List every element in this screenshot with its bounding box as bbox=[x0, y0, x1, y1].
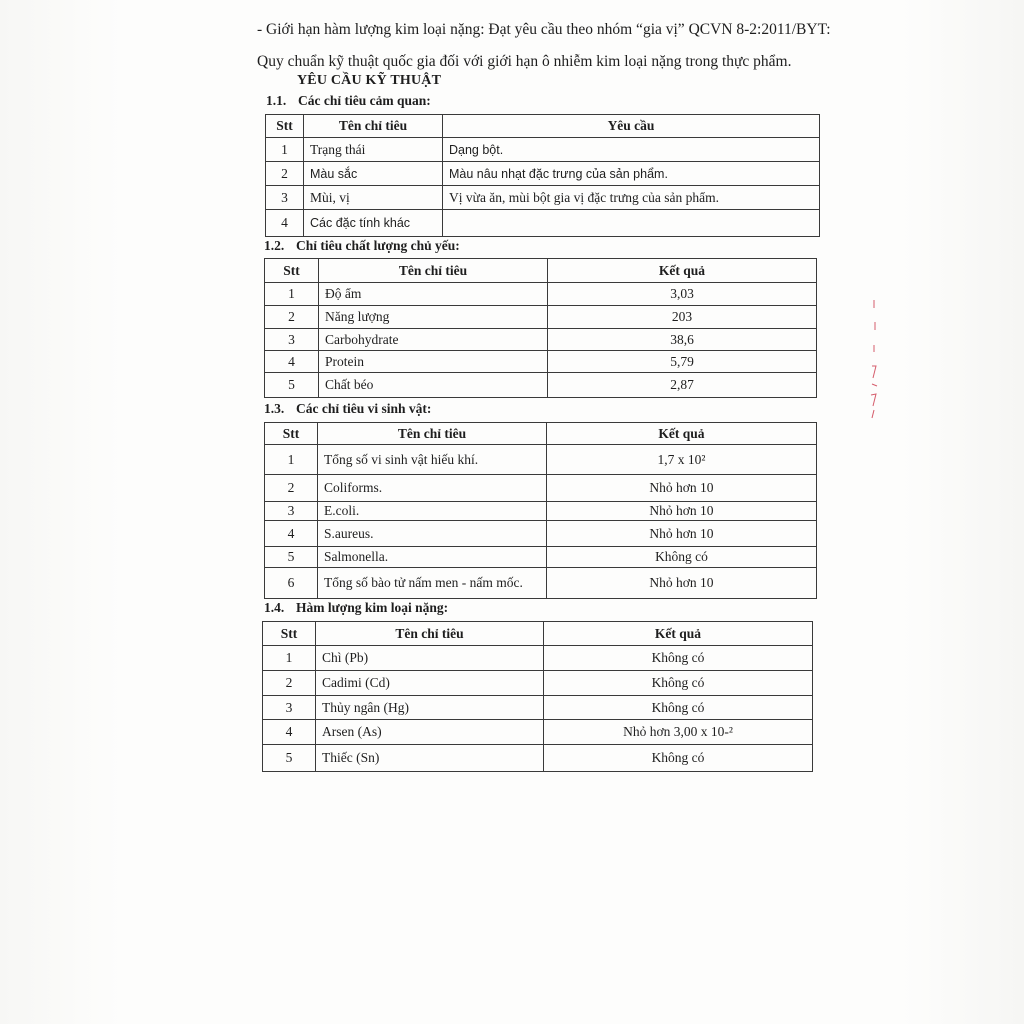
row-stt: 3 bbox=[265, 329, 319, 351]
table-row bbox=[263, 646, 813, 671]
table-row bbox=[266, 186, 820, 210]
section-title: Hàm lượng kim loại nặng: bbox=[296, 600, 449, 615]
row-stt: 1 bbox=[265, 445, 318, 475]
row-stt: 2 bbox=[265, 475, 318, 502]
header-name: Tên chỉ tiêu bbox=[319, 259, 548, 283]
row-value bbox=[443, 210, 820, 237]
row-name: Thủy ngân (Hg) bbox=[316, 696, 544, 720]
table-row bbox=[265, 351, 817, 373]
table-header-row bbox=[266, 115, 820, 138]
microbiological-table bbox=[264, 422, 817, 599]
table-row bbox=[263, 745, 813, 772]
table-row bbox=[263, 720, 813, 745]
table-row bbox=[265, 445, 817, 475]
row-stt: 4 bbox=[265, 351, 319, 373]
section-heading: YÊU CẦU KỸ THUẬT bbox=[297, 73, 442, 88]
header-stt: Stt bbox=[263, 622, 316, 646]
row-value: 38,6 bbox=[548, 329, 817, 351]
header-result: Kết quả bbox=[548, 259, 817, 283]
row-value: Nhỏ hơn 10 bbox=[547, 521, 817, 547]
row-stt: 4 bbox=[266, 210, 304, 237]
header-result: Kết quả bbox=[547, 423, 817, 445]
table-header-row bbox=[265, 423, 817, 445]
row-value: 203 bbox=[548, 306, 817, 329]
row-stt: 2 bbox=[266, 162, 304, 186]
table-row bbox=[265, 283, 817, 306]
row-name: S.aureus. bbox=[318, 521, 547, 547]
header-stt: Stt bbox=[265, 259, 319, 283]
table-row bbox=[265, 502, 817, 521]
table-row bbox=[265, 475, 817, 502]
header-result: Kết quả bbox=[544, 622, 813, 646]
quality-table bbox=[264, 258, 817, 398]
row-value: Không có bbox=[544, 745, 813, 772]
row-stt: 3 bbox=[266, 186, 304, 210]
section-1-4-title bbox=[264, 600, 448, 616]
row-stt: 4 bbox=[263, 720, 316, 745]
table-row bbox=[265, 568, 817, 599]
section-1-3-title bbox=[264, 401, 431, 417]
row-name: Cadimi (Cd) bbox=[316, 671, 544, 696]
row-stt: 1 bbox=[263, 646, 316, 671]
row-name: Các đặc tính khác bbox=[304, 210, 443, 237]
row-name: Mùi, vị bbox=[304, 186, 443, 210]
row-value: 1,7 x 10² bbox=[547, 445, 817, 475]
row-name: Độ ẩm bbox=[319, 283, 548, 306]
row-name: Chất béo bbox=[319, 373, 548, 398]
row-name: Arsen (As) bbox=[316, 720, 544, 745]
table-row bbox=[265, 547, 817, 568]
row-value: Nhỏ hơn 10 bbox=[547, 475, 817, 502]
intro-line-2: Quy chuẩn kỹ thuật quốc gia đối với giới hạn ô nhiễm kim loại nặng trong thực phẩm. bbox=[257, 53, 792, 70]
row-value: Màu nâu nhạt đặc trưng của sản phẩm. bbox=[443, 162, 820, 186]
row-value: Vị vừa ăn, mùi bột gia vị đặc trưng của sản phẩm. bbox=[443, 186, 820, 210]
table-row bbox=[265, 306, 817, 329]
section-1-2-title bbox=[264, 238, 460, 254]
table-row bbox=[265, 329, 817, 351]
section-number: 1.4. bbox=[264, 600, 285, 615]
header-requirement: Yêu cầu bbox=[443, 115, 820, 138]
section-number: 1.1. bbox=[266, 93, 287, 108]
section-title: Các chỉ tiêu vi sinh vật: bbox=[296, 401, 432, 416]
row-stt: 5 bbox=[265, 547, 318, 568]
row-name: Thiếc (Sn) bbox=[316, 745, 544, 772]
row-name: Tổng số vi sinh vật hiếu khí. bbox=[318, 445, 547, 475]
row-value: Không có bbox=[544, 696, 813, 720]
header-name: Tên chỉ tiêu bbox=[318, 423, 547, 445]
section-title: Chỉ tiêu chất lượng chủ yếu: bbox=[296, 238, 460, 253]
row-value: Không có bbox=[544, 646, 813, 671]
header-stt: Stt bbox=[266, 115, 304, 138]
row-stt: 1 bbox=[265, 283, 319, 306]
row-name: Trạng thái bbox=[304, 138, 443, 162]
row-value: Không có bbox=[547, 547, 817, 568]
row-stt: 2 bbox=[263, 671, 316, 696]
row-value: Nhỏ hơn 3,00 x 10-² bbox=[544, 720, 813, 745]
row-value: Nhỏ hơn 10 bbox=[547, 568, 817, 599]
table-row bbox=[265, 521, 817, 547]
section-number: 1.2. bbox=[264, 238, 285, 253]
stamp-edge-mark bbox=[866, 300, 880, 420]
table-row bbox=[266, 162, 820, 186]
section-1-1-title bbox=[266, 93, 431, 109]
sensory-table bbox=[265, 114, 820, 237]
heavy-metals-table bbox=[262, 621, 813, 772]
table-row bbox=[263, 696, 813, 720]
row-name: Carbohydrate bbox=[319, 329, 548, 351]
row-stt: 1 bbox=[266, 138, 304, 162]
row-stt: 5 bbox=[263, 745, 316, 772]
header-name: Tên chỉ tiêu bbox=[304, 115, 443, 138]
row-name: Màu sắc bbox=[304, 162, 443, 186]
table-header-row bbox=[265, 259, 817, 283]
row-value: Nhỏ hơn 10 bbox=[547, 502, 817, 521]
row-name: Salmonella. bbox=[318, 547, 547, 568]
intro-paragraph bbox=[257, 14, 837, 78]
row-stt: 2 bbox=[265, 306, 319, 329]
table-row bbox=[265, 373, 817, 398]
table-header-row bbox=[263, 622, 813, 646]
row-stt: 5 bbox=[265, 373, 319, 398]
table-row bbox=[263, 671, 813, 696]
header-stt: Stt bbox=[265, 423, 318, 445]
intro-line-1: - Giới hạn hàm lượng kim loại nặng: Đạt yêu cầu theo nhóm “gia vị” QCVN 8-2:2011/BYT: bbox=[257, 21, 831, 38]
section-title: Các chỉ tiêu cảm quan: bbox=[298, 93, 431, 108]
row-name: Coliforms. bbox=[318, 475, 547, 502]
row-stt: 3 bbox=[265, 502, 318, 521]
row-name: Năng lượng bbox=[319, 306, 548, 329]
table-row bbox=[266, 210, 820, 237]
row-value: 5,79 bbox=[548, 351, 817, 373]
table-row bbox=[266, 138, 820, 162]
row-stt: 4 bbox=[265, 521, 318, 547]
row-value: Dạng bột. bbox=[443, 138, 820, 162]
row-stt: 3 bbox=[263, 696, 316, 720]
row-name: Protein bbox=[319, 351, 548, 373]
row-name: Tổng số bào tử nấm men - nấm mốc. bbox=[318, 568, 547, 599]
row-name: E.coli. bbox=[318, 502, 547, 521]
row-value: 2,87 bbox=[548, 373, 817, 398]
row-value: Không có bbox=[544, 671, 813, 696]
header-name: Tên chỉ tiêu bbox=[316, 622, 544, 646]
row-stt: 6 bbox=[265, 568, 318, 599]
section-number: 1.3. bbox=[264, 401, 285, 416]
row-value: 3,03 bbox=[548, 283, 817, 306]
row-name: Chì (Pb) bbox=[316, 646, 544, 671]
